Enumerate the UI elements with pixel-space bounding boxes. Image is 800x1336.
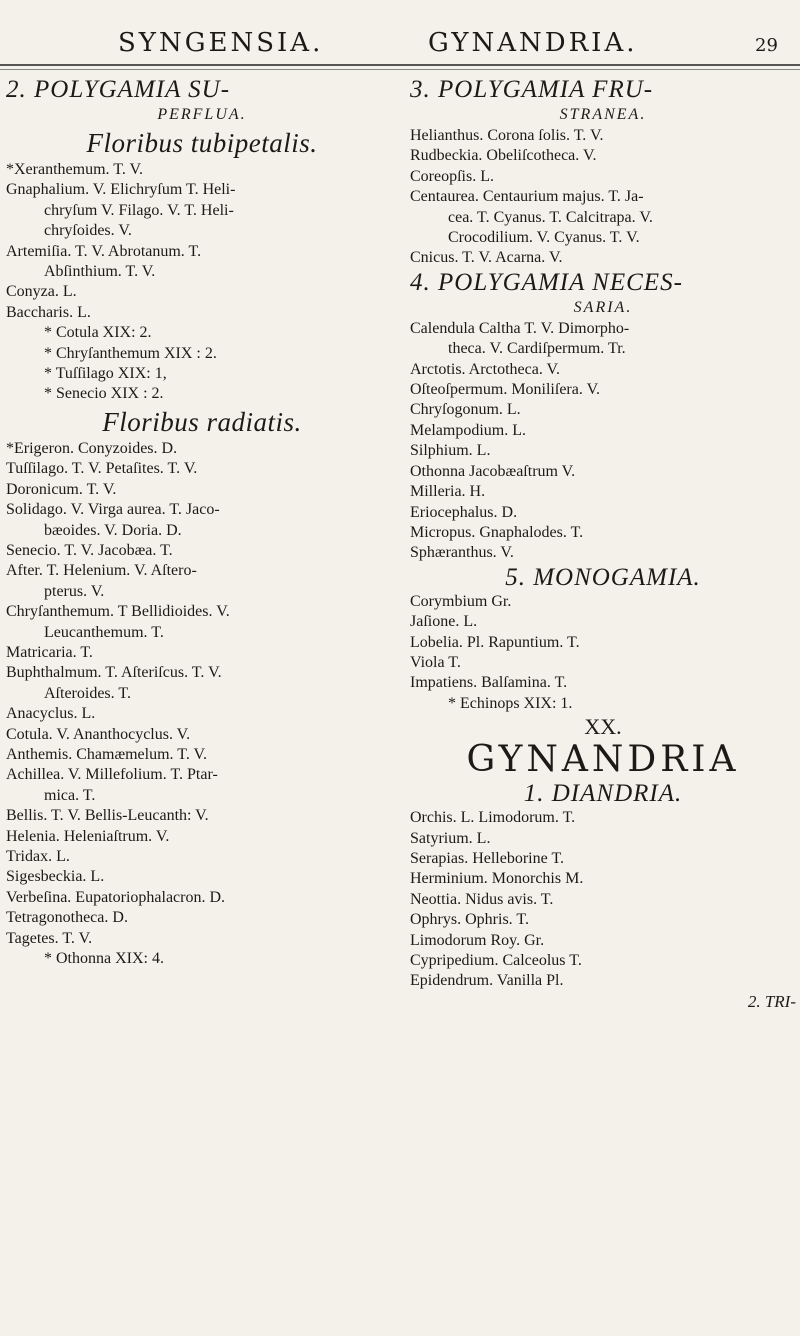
entry-line: Tagetes. T. V.	[6, 929, 93, 947]
entry-line: Coreopſis. L.	[410, 167, 494, 185]
entry-line: Rudbeckia. Obeliſcotheca. V.	[410, 147, 597, 165]
entry-line: Senecio. T. V. Jacobæa. T.	[6, 541, 173, 559]
entry-line: Silphium. L.	[410, 442, 491, 460]
entry-line: Cnicus. T. V. Acarna. V.	[410, 249, 563, 267]
entry-line: Anthemis. Chamæmelum. T. V.	[6, 745, 208, 763]
entry-line: Artemiſia. T. V. Abrotanum. T.	[6, 242, 202, 260]
entry-line: Aſteroides. T.	[44, 684, 131, 702]
entry-line: Tetragonotheca. D.	[6, 909, 128, 927]
section-subtitle: PERFLUA.	[157, 106, 247, 123]
entry-line: Corymbium Gr.	[410, 592, 512, 610]
group-heading: Floribus radiatis.	[102, 406, 302, 437]
entry-line: Buphthalmum. T. Aſteriſcus. T. V.	[6, 664, 222, 682]
entry-list	[410, 808, 796, 992]
section-subtitle: STRANEA.	[559, 106, 647, 123]
entry-line: Sphæranthus. V.	[410, 544, 514, 562]
entry-line: * Tuſſilago XIX: 1,	[44, 365, 167, 383]
entry-line: *Xeranthemum. T. V.	[6, 161, 144, 178]
section-subtitle: SARIA.	[573, 298, 633, 316]
entry-line: Serapias. Helleborine T.	[410, 849, 565, 867]
entry-line: Verbeſina. Eupatoriophalacron. D.	[6, 888, 226, 906]
entry-line: Helenia. Heleniaſtrum. V.	[6, 827, 170, 845]
entry-line: Eriocephalus. D.	[410, 503, 518, 521]
entry-line: Helianthus. Corona ſolis. T. V.	[410, 127, 604, 144]
entry-line: Doronicum. T. V.	[6, 480, 117, 498]
entry-line: Micropus. Gnaphalodes. T.	[410, 523, 584, 541]
entry-line: * Senecio XIX : 2.	[44, 385, 164, 403]
entry-line: Viola T.	[410, 653, 461, 671]
entry-line: Solidago. V. Virga aurea. T. Jaco-	[6, 501, 220, 519]
catchword: 2. TRI-	[747, 991, 796, 1011]
entry-line: *Erigeron. Conyzoides. D.	[6, 439, 178, 457]
entry-line: Tridax. L.	[6, 848, 70, 865]
entry-line: Herminium. Monorchis M.	[410, 870, 584, 888]
entry-line: Orchis. L. Limodorum. T.	[410, 809, 576, 827]
running-header-left: SYNGENSIA.	[118, 28, 324, 58]
class-name: GYNANDRIA	[466, 739, 740, 781]
entry-line: chryſoides. V.	[44, 222, 132, 240]
entry-line: Ophrys. Ophris. T.	[410, 911, 529, 929]
entry-line: cea. T. Cyanus. T. Calcitrapa. V.	[448, 208, 653, 226]
header-rule	[0, 64, 800, 66]
left-column	[6, 76, 398, 969]
entry-list	[410, 319, 796, 564]
entry-line: Calendula Caltha T. V. Dimorpho-	[410, 319, 630, 337]
entry-line: * Chryſanthemum XIX : 2.	[44, 344, 217, 362]
entry-line: bæoides. V. Doria. D.	[44, 521, 182, 539]
entry-line: * Othonna XIX: 4.	[44, 950, 164, 968]
entry-line: Milleria. H.	[410, 483, 486, 501]
entry-line: Cypripedium. Calceolus T.	[410, 952, 582, 969]
entry-line: Cotula. V. Ananthocyclus. V.	[6, 725, 191, 743]
entry-line: Lobelia. Pl. Rapuntium. T.	[410, 633, 580, 651]
entry-line: Othonna Jacobæaſtrum V.	[410, 462, 576, 480]
entry-line: Arctotis. Arctotheca. V.	[410, 360, 561, 378]
entry-line: chryſum V. Filago. V. T. Heli-	[44, 201, 234, 219]
entry-list	[410, 126, 796, 269]
entry-line: Chryſanthemum. T Bellidioides. V.	[6, 603, 230, 621]
entry-line: Limodorum Roy. Gr.	[410, 931, 545, 949]
entry-line: Centaurea. Centaurium majus. T. Ja-	[410, 188, 644, 206]
entry-line: * Cotula XIX: 2.	[44, 324, 152, 342]
right-column	[410, 76, 796, 1012]
group-heading: Floribus tubipetalis.	[86, 128, 318, 158]
entry-line: Conyza. L.	[6, 283, 77, 301]
running-header-center: GYNANDRIA.	[428, 28, 638, 58]
section-title: 5. MONOGAMIA.	[505, 563, 701, 591]
entry-line: Matricaria. T.	[6, 643, 93, 661]
entry-line: Leucanthemum. T.	[44, 623, 164, 641]
entry-line: Epidendrum. Vanilla Pl.	[410, 972, 564, 990]
entry-line: Impatiens. Balſamina. T.	[410, 674, 568, 692]
entry-line: Sigesbeckia. L.	[6, 868, 105, 886]
order-title: 1. DIANDRIA.	[523, 780, 683, 808]
section-title: 3. POLYGAMIA FRU-	[410, 76, 654, 103]
header-rule-thin	[0, 69, 800, 70]
entry-line: theca. V. Cardiſpermum. Tr.	[448, 340, 626, 358]
entry-line: * Echinops XIX: 1.	[448, 694, 573, 712]
entry-line: Melampodium. L.	[410, 421, 526, 439]
entry-line: Bellis. T. V. Bellis-Leucanth: V.	[6, 807, 209, 825]
entry-line: Tuſſilago. T. V. Petaſites. T. V.	[6, 460, 198, 478]
entry-list	[6, 160, 398, 405]
entry-line: After. T. Helenium. V. Aſtero-	[6, 562, 197, 580]
class-number: XX.	[584, 714, 622, 740]
entry-line: Satyrium. L.	[410, 829, 491, 847]
entry-line: Neottia. Nidus avis. T.	[410, 890, 554, 908]
entry-line: mica. T.	[44, 786, 96, 804]
entry-line: Anacyclus. L.	[6, 705, 96, 723]
section-title: 4. POLYGAMIA NECES-	[410, 268, 683, 296]
entry-list	[410, 592, 796, 714]
section-title: 2. POLYGAMIA SU-	[6, 76, 231, 103]
entry-line: Jaſione. L.	[410, 613, 478, 631]
entry-line: pterus. V.	[44, 582, 105, 600]
entry-list	[6, 439, 398, 970]
entry-line: Chryſogonum. L.	[410, 401, 521, 419]
entry-line: Baccharis. L.	[6, 303, 91, 321]
entry-line: Achillea. V. Millefolium. T. Ptar-	[6, 766, 218, 784]
entry-line: Oſteoſpermum. Moniliſera. V.	[410, 381, 601, 399]
page-number: 29	[755, 35, 778, 56]
entry-line: Abſinthium. T. V.	[44, 263, 156, 281]
entry-line: Crocodilium. V. Cyanus. T. V.	[448, 229, 640, 247]
entry-line: Gnaphalium. V. Elichryſum T. Heli-	[6, 181, 236, 199]
